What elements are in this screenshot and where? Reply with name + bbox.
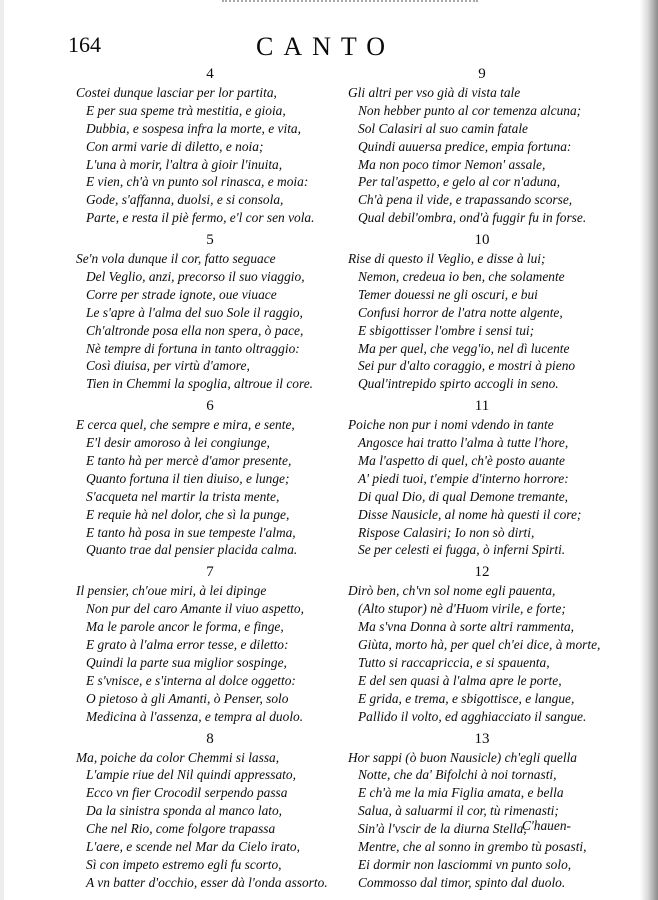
stanza <box>348 64 616 227</box>
verse-line: E'l desir amoroso à lei congiunge, <box>86 435 270 451</box>
verse-line: Ch'altronde posa ella non spera, ò pace, <box>86 322 304 338</box>
verse-line: Sei pur d'alto coraggio, e mostri à pieno <box>358 358 576 374</box>
verse-line: Così diuisa, per virtù d'amore, <box>86 358 250 374</box>
verse-line: E tanto hà per mercè d'amor presente, <box>86 453 292 469</box>
verse-line: Ma s'vna Donna à sorte altri rammenta, <box>358 619 574 635</box>
verse-line: Nemon, credeua io ben, che solamente <box>358 269 565 285</box>
verse-line: (Alto stupor) nè d'Huom virile, e forte; <box>358 601 566 617</box>
verse-line: L'una à morir, l'altra à gioir l'inuita, <box>86 156 283 172</box>
verse-line: Quanto fortuna il tien diuiso, e lunge; <box>86 470 290 486</box>
verse-line: Con armi varie di diletto, e noia; <box>86 138 264 154</box>
stanza <box>76 230 344 393</box>
stanza <box>348 729 616 892</box>
verse-line: Corre per strade ignote, oue viuace <box>86 286 277 302</box>
stanza <box>76 729 344 892</box>
verse-line: Notte, che da' Bifolchi à noi tornasti, <box>358 767 557 783</box>
verse-line: Ma le parole ancor le forma, e finge, <box>86 619 284 635</box>
verse-line: E cerca quel, che sempre e mira, e sente, <box>76 417 295 433</box>
verse-line: Dirò ben, ch'vn sol nome egli pauenta, <box>348 583 556 599</box>
verse-line: Disse Nausicle, al nome hà questi il core; <box>358 506 582 522</box>
verse-line: A' piedi tuoi, t'empie d'interno horrore: <box>358 470 569 486</box>
stanza <box>76 64 344 227</box>
stanza-number: 8 <box>206 730 214 747</box>
verse-line: Tien in Chemmi la spoglia, altroue il core. <box>86 376 314 392</box>
verse-line: Costei dunque lasciar per lor partita, <box>76 85 277 100</box>
verse-line: Medicina à l'assenza, e tempra al duolo. <box>86 708 304 724</box>
verse-line: Gli altri per vso già di vista tale <box>348 85 521 100</box>
verse-line: E requie hà nel dolor, che sì la punge, <box>86 506 290 522</box>
verse-line: Ma, poiche da color Chemmi si lassa, <box>76 749 280 765</box>
left-column <box>76 64 344 892</box>
verse-line: Ch'à pena il vide, e trapassando scorse, <box>358 192 573 208</box>
verse-line: Del Veglio, anzi, precorso il suo viaggio, <box>86 269 305 285</box>
verse-line: Ecco vn fier Crocodil serpendo passa <box>86 785 288 801</box>
verse-line: S'acqueta nel martir la trista mente, <box>86 488 280 504</box>
stanza-number: 5 <box>206 232 214 249</box>
verse-line: Quanto trae dal pensier placida calma. <box>86 542 298 558</box>
stanza <box>76 562 344 725</box>
verse-line: Qual debil'ombra, ond'à fuggir fu in forse. <box>358 210 587 226</box>
stanza-number: 12 <box>474 564 490 581</box>
verse-line: Sin'à l'vscir de la diurna Stella, <box>358 821 527 837</box>
right-column <box>348 64 616 892</box>
verse-line: Rispose Calasiri; Io non sò dirti, <box>358 524 535 540</box>
verse-line: E grato à l'alma error tesse, e diletto: <box>86 637 289 653</box>
stanza-number: 10 <box>474 232 490 249</box>
verse-line: Gode, s'affanna, duolsi, e si consola, <box>86 192 284 208</box>
verse-line: Hor sappi (ò buon Nausicle) ch'egli quella <box>348 749 577 765</box>
verse-line: E vien, ch'à vn punto sol rinasca, e moia: <box>86 174 309 190</box>
verse-line: Se'n vola dunque il cor, fatto seguace <box>76 251 276 267</box>
verse-line: Quindi la parte sua miglior sospinge, <box>86 654 287 670</box>
stanza-number: 9 <box>478 66 486 82</box>
verse-line: E s'vnisce, e s'interna al dolce oggetto: <box>86 672 296 688</box>
stanza <box>348 396 616 559</box>
stanza-number: 7 <box>206 564 214 581</box>
page-number: 164 <box>68 32 101 57</box>
verse-line: Rise di questo il Veglio, e disse à lui; <box>348 251 546 267</box>
verse-line: Temer douessi ne gli oscuri, e bui <box>358 286 538 302</box>
stanza-number: 11 <box>474 398 490 415</box>
verse-line: L'ampie riue del Nil quindi appressato, <box>86 767 296 783</box>
verse-line: Sì con impeto estremo egli fu scorto, <box>86 856 282 872</box>
verse-line: Per tal'aspetto, e gelo al cor n'aduna, <box>358 174 561 190</box>
stanza-number: 6 <box>206 398 214 415</box>
verse-line: Sol Calasiri al suo camin fatale <box>358 120 528 136</box>
stanza-number: 13 <box>474 730 490 747</box>
verse-line: Se per celesti ei fugga, ò inferni Spirti. <box>358 542 566 558</box>
verse-line: Il pensier, ch'oue miri, à lei dipinge <box>76 583 267 599</box>
verse-line: Commosso dal timor, spinto dal duolo. <box>358 874 566 890</box>
stanza-number: 4 <box>206 66 214 82</box>
verse-line: Ma non poco timor Nemon' assale, <box>358 156 546 172</box>
verse-line: O pietoso à gli Amanti, ò Penser, solo <box>86 690 289 706</box>
verse-line: Ma per quel, che vegg'io, nel dì lucente <box>358 340 570 356</box>
verse-line: Pallido il volto, ed agghiacciato il sangue. <box>358 708 587 724</box>
verse-line: E del sen quasi à l'alma apre le porte, <box>358 672 562 688</box>
verse-line: Parte, e resta il piè fermo, e'l cor sen vola. <box>86 210 315 226</box>
verse-line: Le s'apre à l'alma del suo Sole il raggio, <box>86 304 303 320</box>
verse-line: Non hebber punto al cor temenza alcuna; <box>358 102 582 118</box>
running-head: CANTO <box>256 32 396 61</box>
verse-line: A vn batter d'occhio, esser dà l'onda assorto. <box>86 874 328 890</box>
verse-line: Giùta, morto hà, per quel ch'ei dice, à morte, <box>358 637 601 653</box>
verse-line: Da la sinistra sponda al manco lato, <box>86 803 283 819</box>
verse-line: Angosce hai tratto l'alma à tutte l'hore, <box>358 435 569 451</box>
page-left-edge <box>0 0 4 900</box>
verse-line: E tanto hà posa in sue tempeste l'alma, <box>86 524 296 540</box>
verse-line: E grida, e trema, e sbigottisce, e langue, <box>358 690 575 706</box>
verse-line: Quindi auuersa predice, empia fortuna: <box>358 138 572 154</box>
verse-line: E sbigottisser l'ombre i sensi tui; <box>358 322 535 338</box>
verse-line: Ei dormir non lasciommi vn punto solo, <box>358 856 572 872</box>
verse-line: Dubbia, e sospesa infra la morte, e vita, <box>86 120 301 136</box>
verse-line: Che nel Rio, come folgore trapassa <box>86 821 276 837</box>
verse-line: Poiche non pur i nomi vdendo in tante <box>348 417 554 433</box>
verse-line: Di qual Dio, di qual Demone tremante, <box>358 488 569 504</box>
verse-line: E ch'à me la mia Figlia amata, e bella <box>358 785 564 801</box>
verse-line: Nè tempre di fortuna in tanto oltraggio: <box>86 340 300 356</box>
verse-line: Tutto si raccapriccia, e si spauenta, <box>358 654 550 670</box>
verse-line: Confusi horror de l'atra notte algente, <box>358 304 563 320</box>
verse-line: Non pur del caro Amante il viuo aspetto, <box>86 601 304 617</box>
verse-line: L'aere, e scende nel Mar da Cielo irato, <box>86 838 300 854</box>
verse-line: E per sua speme trà mestitia, e gioia, <box>86 102 286 118</box>
stanza <box>348 230 616 393</box>
catchword: C'hauen- <box>522 818 571 833</box>
stanza <box>76 396 344 559</box>
bleed-through-mark <box>222 0 478 8</box>
verse-line: Salua, à saluarmi il cor, tù rimenasti; <box>358 803 559 819</box>
verse-line: Qual'intrepido spirto accogli in seno. <box>358 376 559 392</box>
verse-line: Ma l'aspetto di quel, ch'è posto auante <box>358 453 565 469</box>
stanza <box>348 562 616 725</box>
binding-shadow <box>640 0 658 900</box>
verse-line: Mentre, che al sonno in grembo tù posasti, <box>358 838 587 854</box>
